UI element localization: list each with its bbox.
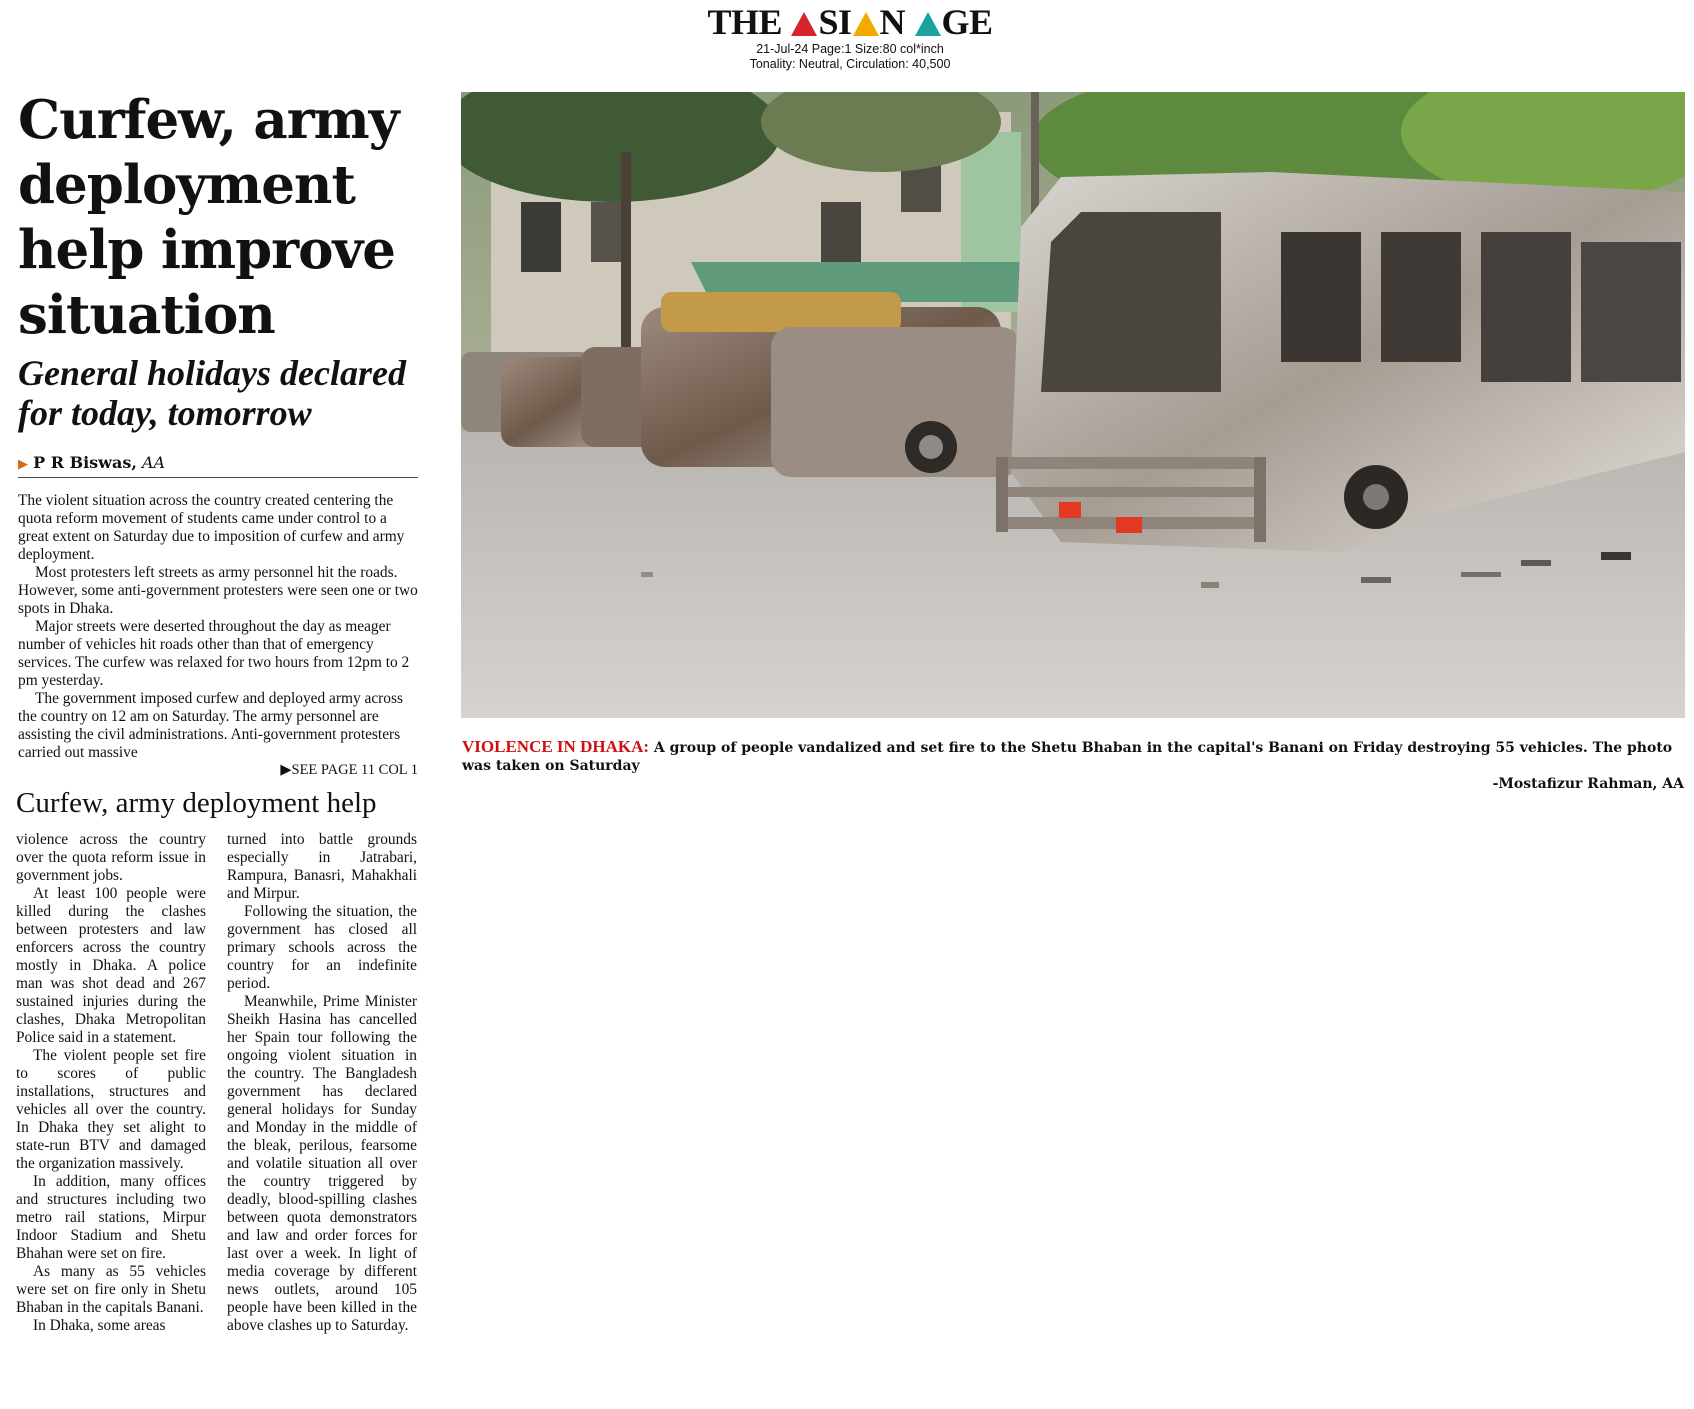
subheadline: General holidays declared for today, tomorrow bbox=[18, 353, 406, 433]
clipping-meta-date: 21-Jul-24 Page:1 Size:80 col*inch bbox=[756, 42, 944, 56]
news-photo bbox=[461, 92, 1685, 718]
column-paragraph: violence across the country over the quota reform issue in government jobs. bbox=[16, 831, 206, 884]
logo-triangle-yellow bbox=[853, 12, 879, 36]
byline-arrow-icon: ▶ bbox=[18, 457, 28, 472]
photo-credit: -Mostafizur Rahman, AA bbox=[1492, 776, 1684, 792]
column-paragraph: At least 100 people were killed during the clashes between protesters and law enforcers across the country mostly in Dhaka. A police man was shot dead and 267 sustained injuries during the clashes, Dhaka Metropolitan Police said in a statement. bbox=[16, 885, 206, 1046]
caption-body bbox=[462, 738, 1684, 775]
caption-kicker: VIOLENCE IN DHAKA: bbox=[462, 737, 650, 756]
burned-vehicles-photo bbox=[461, 92, 1685, 718]
continuation-title: Curfew, army deployment help bbox=[16, 787, 377, 819]
lead-paragraph: Most protesters left streets as army personnel hit the roads. However, some anti-government protesters were seen one or two spots in Dhaka. bbox=[18, 564, 418, 617]
masthead bbox=[700, 0, 1000, 72]
logo-triangle-teal bbox=[915, 12, 941, 36]
byline-author: P R Biswas, bbox=[33, 453, 137, 472]
lead-paragraph: Major streets were deserted throughout the day as meager number of vehicles hit roads other than that of emergency services. The curfew was relaxed for two hours from 12pm to 2 pm yesterday. bbox=[18, 618, 410, 689]
jump-line bbox=[18, 762, 418, 779]
logo-triangle-red bbox=[791, 12, 817, 36]
lead-text bbox=[18, 492, 418, 762]
jump-text: SEE PAGE 11 COL 1 bbox=[291, 762, 418, 778]
column-paragraph: turned into battle grounds especially in Jatrabari, Rampura, Banasri, Mahakhali and Mirpur. bbox=[227, 831, 417, 902]
byline bbox=[18, 453, 418, 478]
caption-text: A group of people vandalized and set fire to the Shetu Bhaban in the capital's Banani on Friday destroying 55 vehicles. The photo was taken on Saturday bbox=[462, 740, 1673, 774]
byline-agency: AA bbox=[141, 453, 166, 472]
continuation-column-1 bbox=[16, 831, 206, 1335]
column-paragraph: As many as 55 vehicles were set on fire only in Shetu Bhaban in the capitals Banani. bbox=[16, 1263, 206, 1316]
headline: Curfew, army deployment help improve situation bbox=[18, 89, 399, 346]
newspaper-logo: THE SI N GE bbox=[707, 2, 993, 42]
column-paragraph: In Dhaka, some areas bbox=[33, 1317, 166, 1334]
clipping-meta-tonality: Tonality: Neutral, Circulation: 40,500 bbox=[749, 57, 951, 71]
lead-paragraph: The violent situation across the country created centering the quota reform movement of students came under control to a great extent on Saturday due to imposition of curfew and army deployment. bbox=[18, 492, 405, 563]
column-paragraph: The violent people set fire to scores of public installations, structures and vehicles all over the country. In Dhaka they set alight to state-run BTV and damaged the organization massively. bbox=[16, 1047, 206, 1172]
continuation-column-2 bbox=[227, 831, 417, 1335]
column-paragraph: In addition, many offices and structures including two metro rail stations, Mirpur Indoor Stadium and Shetu Bhahan were set on fire. bbox=[16, 1173, 206, 1262]
play-arrow-icon: ▶ bbox=[280, 762, 292, 778]
column-paragraph: Meanwhile, Prime Minister Sheikh Hasina has cancelled her Spain tour following the ongoing violent situation in the country. The Bangladesh government has declared general holidays for Sunday and Monday in the middle of the bleak, perilous, fearsome and volatile situation all over the country triggered by deadly, blood-spilling clashes between quota demonstrators and law and order forces for last over a week. In light of media coverage by different news outlets, around 105 people have been killed in the above clashes up to Saturday. bbox=[227, 993, 417, 1334]
column-paragraph: Following the situation, the government has closed all primary schools across the country for an indefinite period. bbox=[227, 903, 417, 992]
photo-caption bbox=[462, 738, 1684, 793]
lead-paragraph: The government imposed curfew and deployed army across the country on 12 am on Saturday. The army personnel are assisting the civil administrations. Anti-government protesters carried out massive bbox=[18, 690, 403, 761]
